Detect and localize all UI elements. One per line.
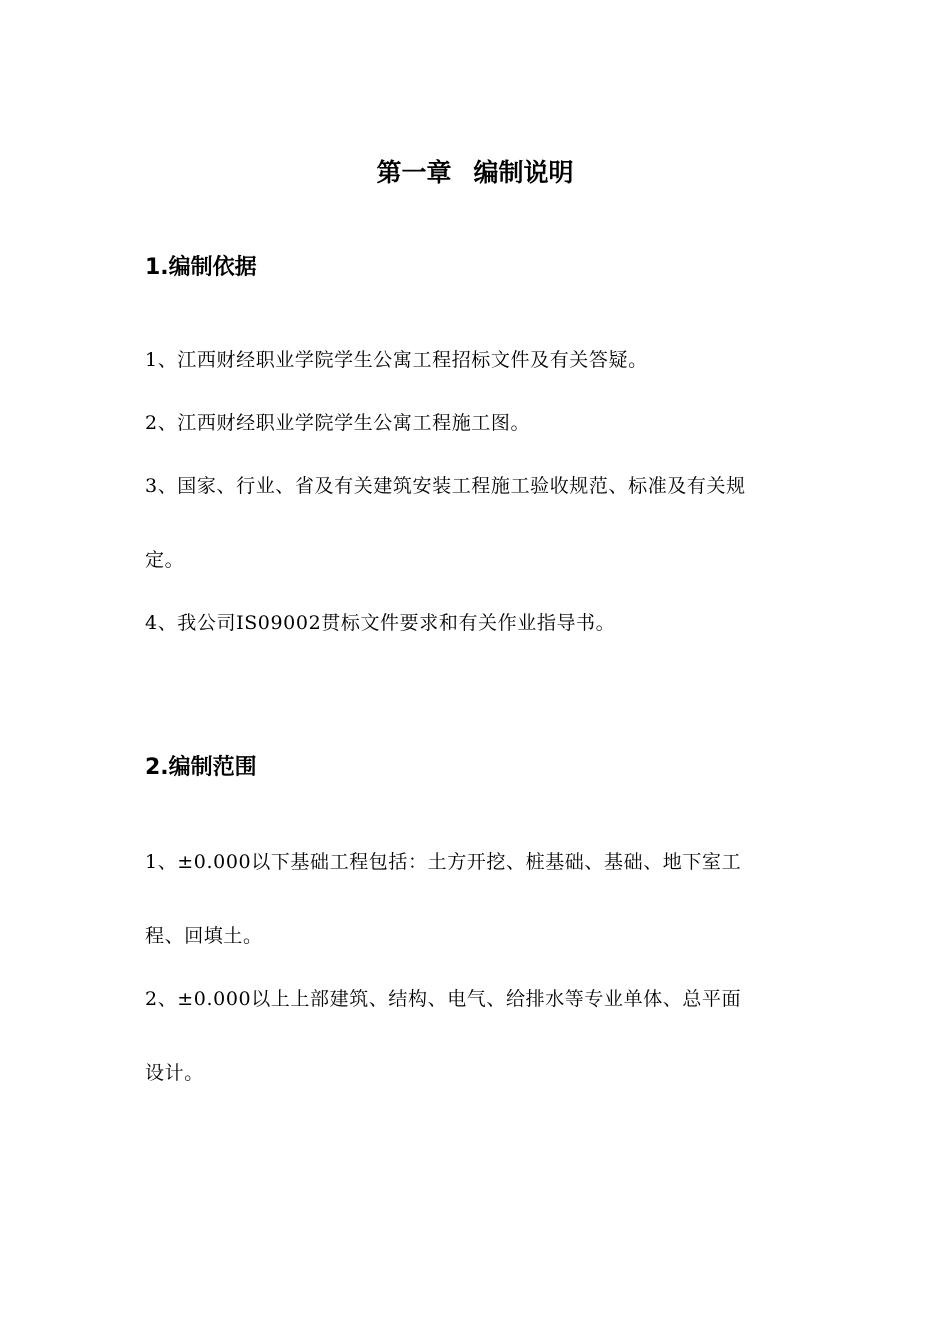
section-heading-basis: 1.编制依据 — [145, 255, 257, 280]
basis-item-4: 4、我公司IS09002贯标文件要求和有关作业指导书。 — [145, 612, 616, 634]
chapter-name: 编制说明 — [473, 158, 574, 187]
scope-item-2-continued: 设计。 — [145, 1062, 204, 1084]
chapter-title — [0, 153, 950, 193]
chapter-number: 第一章 — [376, 158, 452, 187]
section-heading-scope: 2.编制范围 — [145, 755, 257, 780]
basis-item-3-continued: 定。 — [145, 549, 185, 571]
basis-item-3: 3、国家、行业、省及有关建筑安装工程施工验收规范、标准及有关规 — [145, 475, 746, 497]
scope-item-1-continued: 程、回填土。 — [145, 925, 263, 947]
scope-item-1: 1、±0.000以下基础工程包括：土方开挖、桩基础、基础、地下室工 — [145, 851, 742, 873]
basis-item-2: 2、江西财经职业学院学生公寓工程施工图。 — [145, 412, 531, 434]
scope-item-2: 2、±0.000以上上部建筑、结构、电气、给排水等专业单体、总平面 — [145, 988, 742, 1010]
basis-item-1: 1、江西财经职业学院学生公寓工程招标文件及有关答疑。 — [145, 349, 648, 371]
